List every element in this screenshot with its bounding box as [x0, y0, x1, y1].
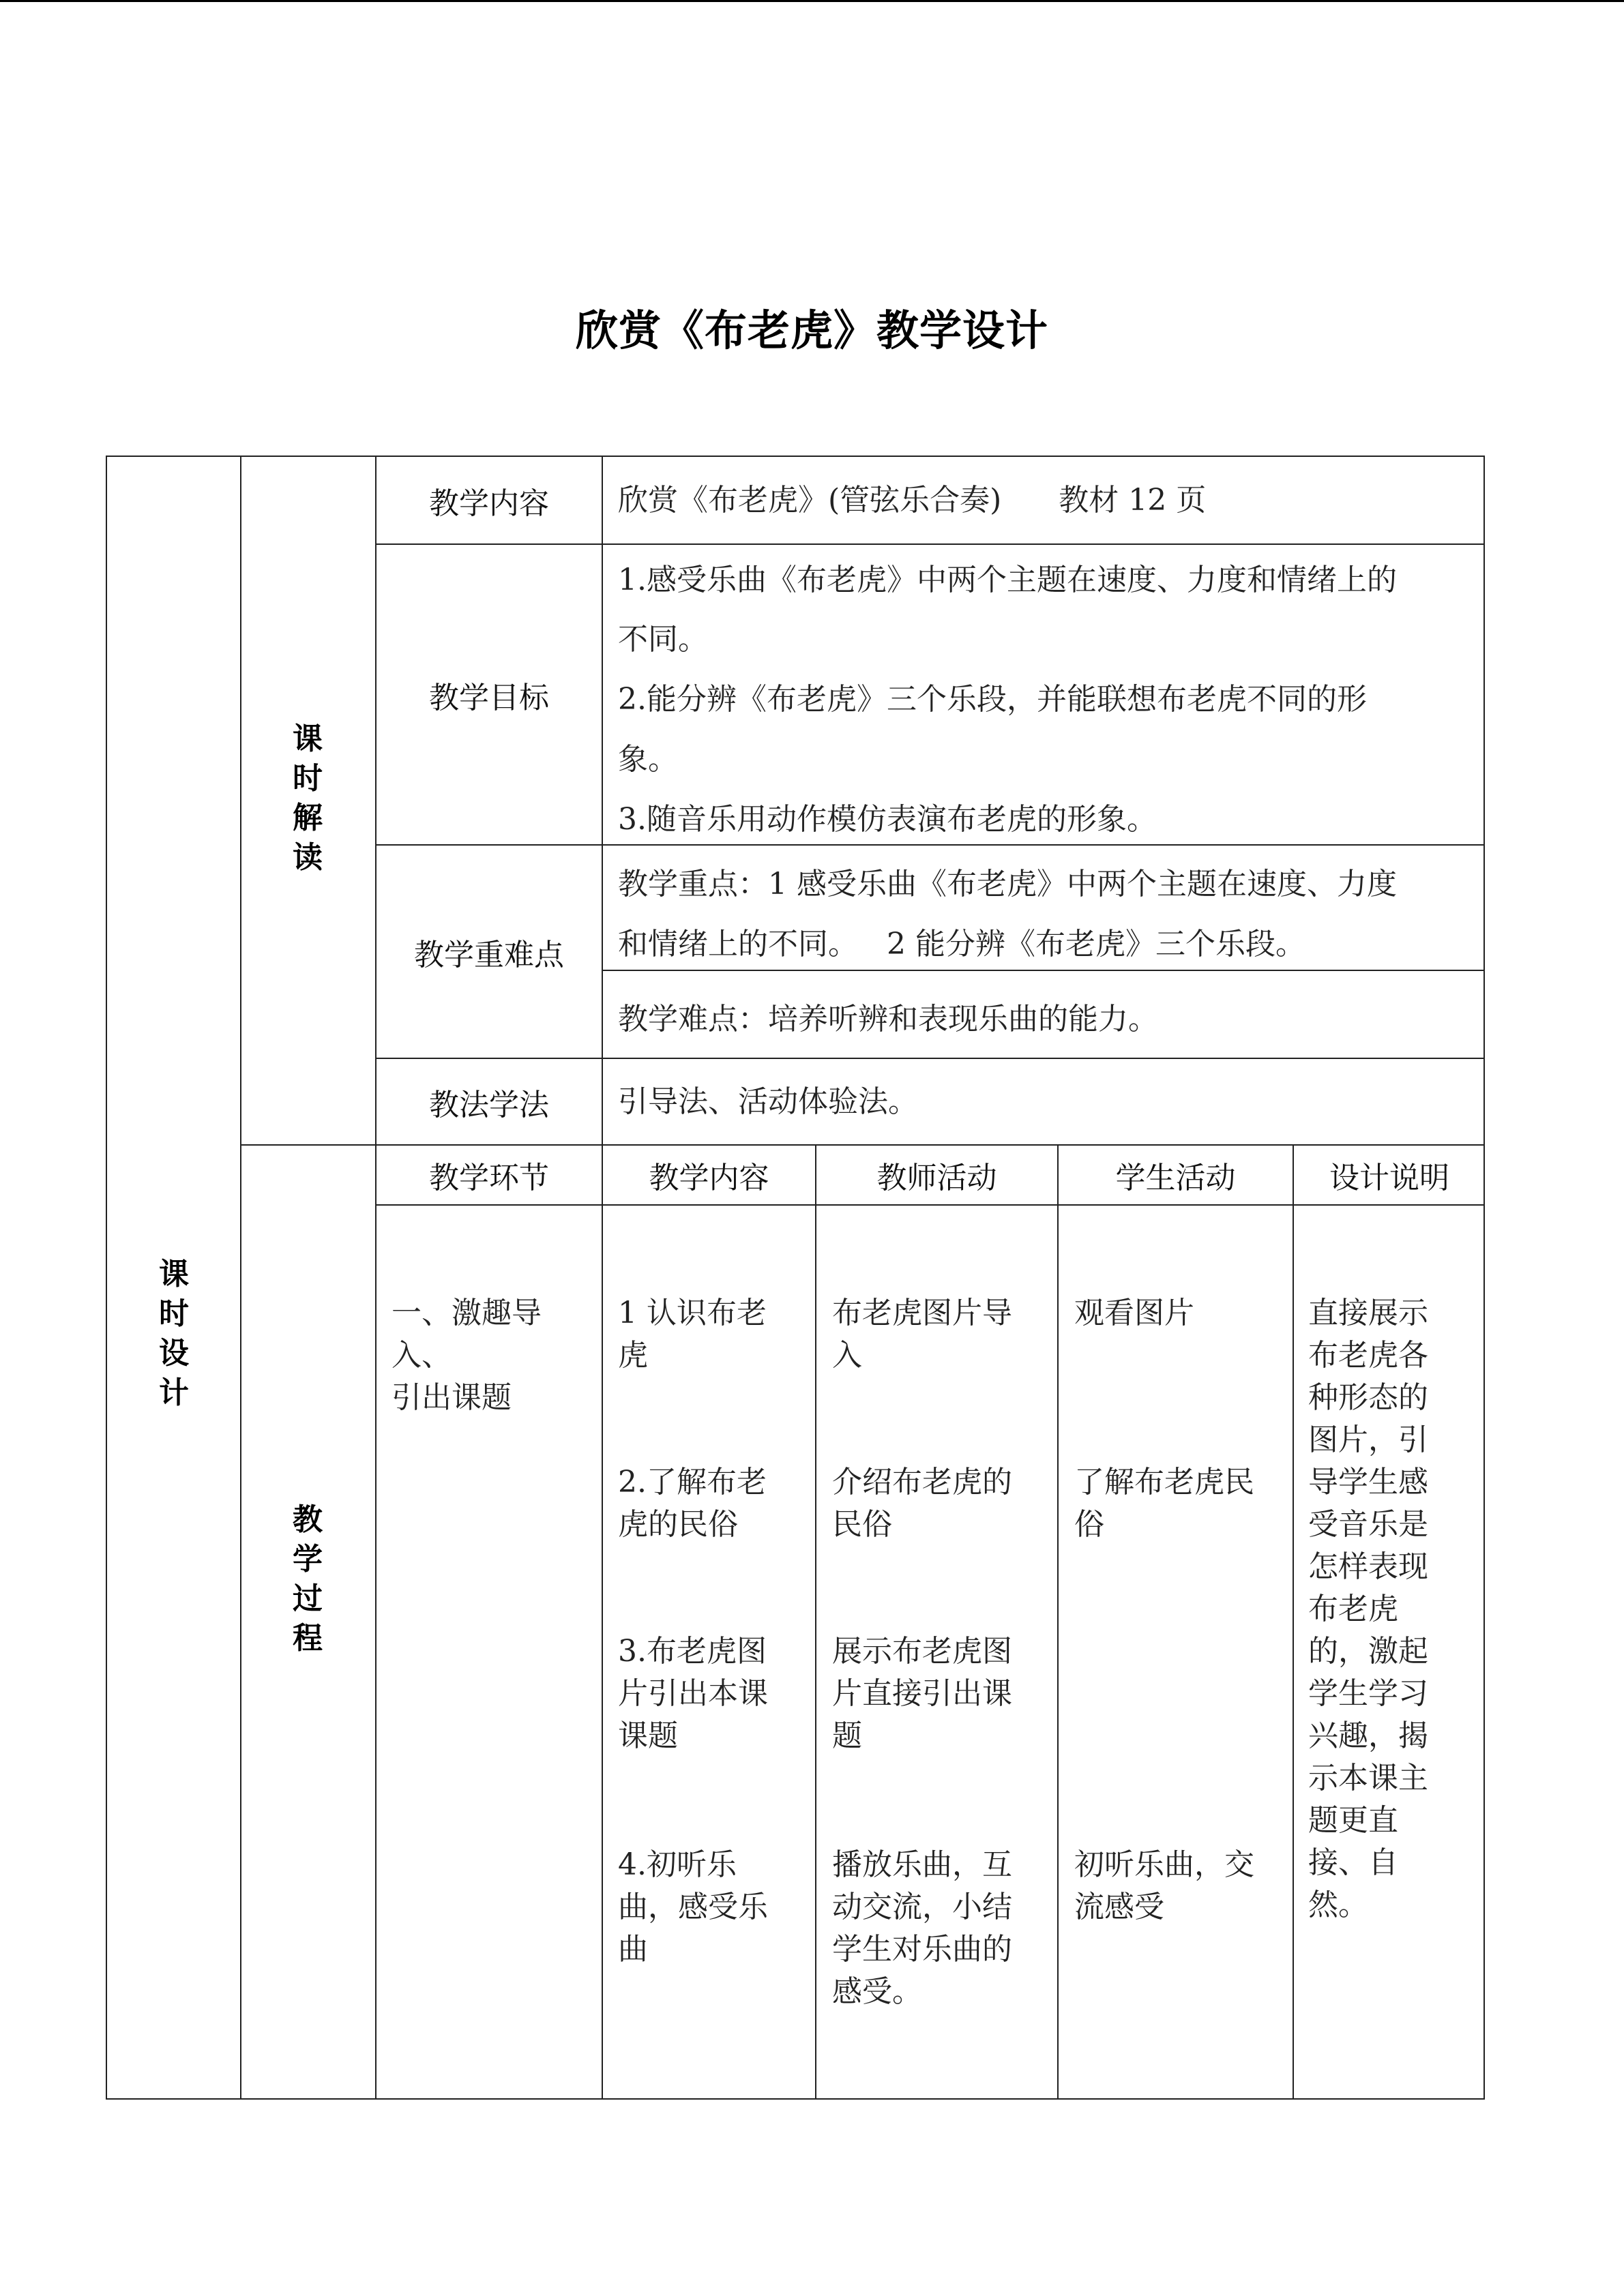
goal-line: 3.随音乐用动作模仿表演布老虎的形象。 — [618, 802, 1157, 837]
label-teaching-content: 教学内容 — [429, 486, 549, 521]
step-student: 初听乐曲，交 流感受 — [1074, 1847, 1254, 1924]
header-content: 教学内容 — [649, 1161, 769, 1195]
design-note: 直接展示 布老虎各 种形态的 图片，引 导学生感 受音乐是 怎样表现 布老虎 的，激起 学生学习 兴趣，揭 示本课主 题更直 接、自 然。 — [1308, 1296, 1428, 1922]
methods-value: 引导法、活动体验法。 — [618, 1084, 918, 1119]
step-student: 了解布老虎民 俗 — [1074, 1465, 1254, 1542]
key-focus-line: 和情绪上的不同。 2 能分辨《布老虎》三个乐段。 — [618, 927, 1305, 961]
step-content: 4.初听乐 曲，感受乐 曲 — [618, 1847, 768, 1967]
header-design-note: 设计说明 — [1329, 1161, 1449, 1195]
step-content: 3.布老虎图 片引出本课 课题 — [618, 1634, 768, 1753]
step-content: 2.了解布老 虎的民俗 — [618, 1465, 767, 1542]
col-line-5 — [1057, 1144, 1059, 2100]
goal-line: 不同。 — [618, 622, 708, 657]
header-stage: 教学环节 — [429, 1161, 549, 1195]
step-teacher: 展示布老虎图 片直接引出课 题 — [832, 1634, 1012, 1753]
top-border — [0, 0, 1624, 2]
step-teacher: 播放乐曲，互 动交流，小结 学生对乐曲的 感受。 — [832, 1847, 1012, 2009]
page-title: 欣赏《布老虎》教学设计 — [575, 305, 1048, 355]
col-line-4 — [815, 1144, 816, 2100]
label-course-design: 课 时 设 计 — [159, 1257, 189, 1410]
col-line-3 — [602, 456, 603, 2100]
goal-line: 象。 — [618, 742, 678, 777]
teaching-content-value: 欣赏《布老虎》(管弦乐合奏) 教材 12 页 — [618, 483, 1207, 518]
col-line-6 — [1293, 1144, 1294, 2100]
key-difficulty: 教学难点：培养听辨和表现乐曲的能力。 — [618, 1002, 1158, 1037]
label-teaching-process: 教 学 过 程 — [293, 1502, 323, 1656]
goal-line: 2.能分辨《布老虎》三个乐段，并能联想布老虎不同的形 — [618, 682, 1367, 717]
step-teacher: 介绍布老虎的 民俗 — [832, 1465, 1012, 1542]
step-content: 1 认识布老 虎 — [618, 1296, 767, 1373]
label-course-reading: 课 时 解 读 — [293, 721, 323, 875]
key-focus-line: 教学重点：1 感受乐曲《布老虎》中两个主题在速度、力度 — [618, 867, 1397, 901]
col-line-1 — [240, 456, 241, 2100]
stage-cell: 一、激趣导 入、 引出课题 — [392, 1296, 542, 1415]
label-key-points: 教学重难点 — [414, 937, 564, 972]
step-student: 观看图片 — [1074, 1296, 1194, 1330]
label-methods: 教法学法 — [429, 1087, 549, 1122]
label-teaching-goals: 教学目标 — [429, 680, 549, 715]
header-teacher: 教师活动 — [876, 1161, 997, 1195]
goal-line: 1.感受乐曲《布老虎》中两个主题在速度、力度和情绪上的 — [618, 563, 1397, 597]
step-teacher: 布老虎图片导 入 — [832, 1296, 1012, 1373]
row-line-3 — [602, 970, 1485, 971]
row-line-6 — [375, 1204, 1485, 1206]
header-student: 学生活动 — [1115, 1161, 1236, 1195]
